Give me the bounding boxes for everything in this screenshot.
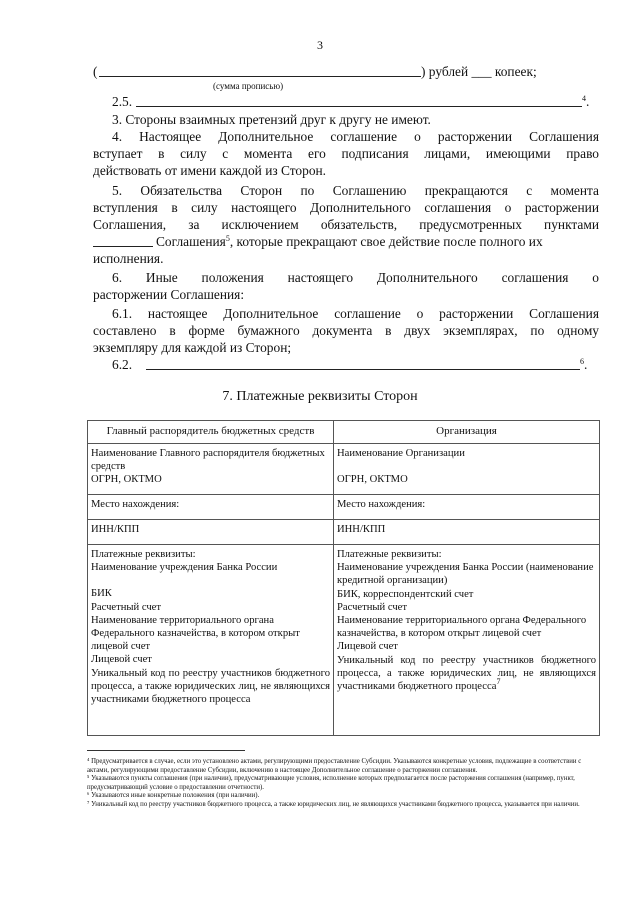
admin-unique-code-label: Уникальный код по реестру участников бюджетного процесса, а также юридических лиц, не являющихся участниками бюджетного процесса [91,667,330,706]
org-unique-code-label: Уникальный код по реестру участников бюджетного процесса, а также юридических лиц, не являющихся участниками бюджетного процесса [337,654,596,693]
org-payment-heading: Платежные реквизиты: [337,549,442,560]
paragraph-4-line-2: вступает в силу с момента его подписания лицами, имеющими право [93,146,599,161]
administrator-location-label: Место нахождения: [88,495,334,520]
paragraph-5-line-3: Соглашения, за исключением обязательств, предусмотренных пунктами [93,217,599,232]
paragraph-6-line-2: расторжении Соглашения: [93,287,245,302]
item-6-2-blank[interactable] [146,369,580,370]
admin-bik-label: БИК [91,588,112,600]
footnote-ref-7: 7 [496,677,501,687]
org-bik-label: БИК, корреспондентский счет [337,588,474,600]
administrator-name-label: Наименование Главного распорядителя бюджетных средств [91,448,325,473]
item-6-2-end: . [584,357,588,372]
paragraph-3: 3. Стороны взаимных претензий друг к другу не имеют. [112,112,431,127]
administrator-inn-label: ИНН/КПП [88,520,334,545]
item-2-5-number: 2.5. [112,94,133,109]
cell-organization-name [334,444,600,495]
item-6-2-number: 6.2. [112,357,133,372]
organization-name-label: Наименование Организации [337,448,465,459]
item-2-5-blank[interactable] [136,106,582,107]
footnote-6: ⁶ Указываются иные конкретные положения (при наличии). [87,792,260,800]
org-settlement-account-label: Расчетный счет [337,601,407,613]
admin-bank-name-label: Наименование учреждения Банка России [91,562,278,574]
cell-organization-payment-details [334,545,600,736]
org-personal-account-label: Лицевой счет [337,641,398,653]
footnote-4: ⁴ Предусматривается в случае, если это установлено актами, регулирующими предоставление Субсидии. Указываются конкретные условия, подлежащие в соответствии с актами, регулирующими предоставление Субсидии, включению в настоящее Дополнительное соглашение о расторжении соглашения. [87,758,582,774]
organization-location-label: Место нахождения: [334,495,600,520]
paragraph-6-1-line-2: составлено в форме бумажного документа в двух экземплярах, по одному [93,323,599,338]
col-header-organization: Организация [334,421,600,444]
cell-administrator-name [88,444,334,495]
organization-inn-label: ИНН/КПП [334,520,600,545]
footnote-ref-6: 6 [580,357,584,366]
paragraph-6-line-1: 6. Иные положения настоящего Дополнительного соглашения о [112,270,599,285]
paragraph-5-line-2: вступления в силу настоящего Дополнительного соглашения о расторжении [93,200,599,215]
paragraph-5-points-blank[interactable] [93,246,153,247]
section-title: 7. Платежные реквизиты Сторон [222,389,418,404]
paragraph-5-line-5: исполнения. [93,251,164,266]
admin-settlement-account-label: Расчетный счет [91,601,161,613]
paragraph-5-agreement-word: Соглашения [156,234,226,249]
paragraph-5-line-1: 5. Обязательства Сторон по Соглашению прекращаются с момента [112,183,599,198]
paragraph-4-line-3: действовать от имени каждой из Сторон. [93,163,327,178]
cell-administrator-payment-details [88,545,334,736]
admin-treasury-body-label: Наименование территориального органа Федерального казначейства, в котором открыт лицевой счет [91,614,300,653]
sum-tail: ) рублей ___ копеек; [421,64,537,79]
org-bank-name-label: Наименование учреждения Банка России (наименование кредитной организации) [337,562,594,587]
footnotes [87,758,599,810]
admin-personal-account-label: Лицевой счет [91,654,152,666]
footnote-ref-4: 4 [582,94,586,103]
org-treasury-body-label: Наименование территориального органа Федерального казначейства, в котором открыт лицевой счет [337,615,587,640]
sum-open-paren: ( [93,64,98,79]
payment-details-table [87,420,600,736]
administrator-ogrn-label: ОГРН, ОКТМО [91,474,162,486]
admin-payment-heading: Платежные реквизиты: [91,549,196,560]
sum-amount-blank[interactable] [99,76,421,77]
paragraph-4-line-1: 4. Настоящее Дополнительное соглашение о расторжении Соглашения [112,129,599,144]
footnote-7: ⁷ Уникальный код по реестру участников бюджетного процесса, а также юридических лиц, не являющихся участниками бюджетного процесса, указывается при наличии. [87,800,580,808]
paragraph-6-1-line-1: 6.1. настоящее Дополнительное соглашение о расторжении Соглашения [112,306,599,321]
footnote-5: ⁵ Указываются пункты соглашения (при наличии), предусматривающие условия, исполнение которых предполагается после расторжения соглашения (например, пункт, предусматривающий условие о предоставлении отчетности). [87,775,575,791]
footnote-separator [87,750,245,751]
col-header-chief-administrator: Главный распорядитель бюджетных средств [88,421,334,444]
item-2-5-end: . [586,94,590,109]
paragraph-6-1-line-3: экземпляру для каждой из Сторон; [93,340,292,355]
footnote-ref-5: 5 [225,234,230,243]
page-number: 3 [317,38,323,52]
sum-caption: (сумма прописью) [213,81,284,91]
organization-ogrn-label: ОГРН, ОКТМО [337,474,408,486]
paragraph-5-line-4: , которые прекращают свое действие после полного их [229,234,543,249]
